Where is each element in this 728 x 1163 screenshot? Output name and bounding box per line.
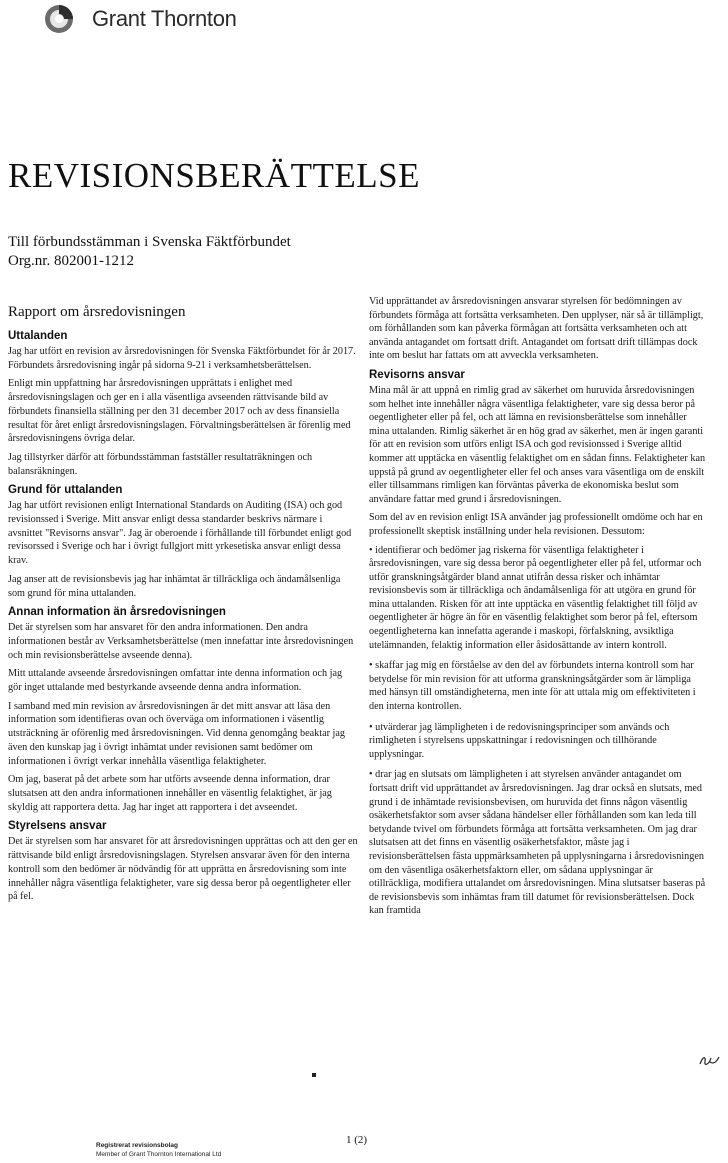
registered-label: Registrerat revisionsbolag: [96, 1142, 178, 1149]
initials-signature: [698, 1052, 722, 1068]
paragraph: Om jag, baserat på det arbete som har utförts avseende denna information, drar slutsatsen att den andra informationen innehåller en väsentlig felaktighet, är jag skyldig att rapportera detta. Jag har inget att rapportera i det avseendet.: [8, 774, 332, 813]
list-item: • drar jag en slutsats om lämpligheten i att styrelsen använder antagandet om fortsatt drift vid upprättandet av årsredovisningen. Jag drar också en slutsats, med grund i de inhämtade revisionsbevisen, om huruvida det finns någon väsentlig osäkerhetsfaktor som avser sådana händelser eller förhållanden som kan leda till betydande tvivel om förbundets förmåga att fortsätta verksamheten. Om jag drar slutsatsen att det finns en väsentlig osäkerhetsfaktor, måste jag i revisionsberättelsen fästa uppmärksamheten på upplysningarna i årsredovisningen om den väsentliga osäkerhetsfaktorn eller, om sådana upplysningar är otillräckliga, modifiera uttalandet om årsredovisningen. Mina slutsatser baseras på de revisionsbevis som inhämtas fram till datumet för revisionsberättelsen. Dock kan framtida: [369, 769, 706, 917]
org-number: Org.nr. 802001-1212: [8, 253, 134, 269]
paragraph: Vid upprättandet av årsredovisningen ansvarar styrelsen för bedömningen av förbundets förmåga att fortsätta verksamheten. Den upplyser, när så är tillämpligt, om förhållanden som kan påverka förmågan att fortsätta verksamheten och att använda antagandet om fortsatt drift. Antagandet om fortsatt drift tillämpas dock inte om beslut har fattats om att avveckla verksamheten.: [369, 296, 704, 362]
right-column: [369, 295, 707, 925]
section-heading: Uttalanden: [8, 330, 68, 342]
list-item: • utvärderar jag lämpligheten i de redovisningsprinciper som används och rimligheten i styrelsens uppskattningar i redovisningen och tillhörande upplysningar.: [369, 721, 670, 760]
paragraph: Mitt uttalande avseende årsredovisningen omfattar inte denna information och jag gör inget uttalande med bestyrkande avseende denna andra information.: [8, 668, 343, 694]
paragraph: Jag har utfört revisionen enligt International Standards on Auditing (ISA) och god revisionssed i Sverige. Mitt ansvar enligt dessa standarder beskrivs närmare i avsnittet "Revisorns ansvar". Jag är oberoende i förhållande till förbundet enligt god revisorssed i Sverige och har i övrigt fullgjort mitt yrkesetiska ansvar enligt dessa krav.: [8, 500, 352, 567]
paragraph: Jag anser att de revisionsbevis jag har inhämtat är tillräckliga och ändamålsenliga som grund för mina uttalanden.: [8, 573, 341, 599]
page-number: 1 (2): [346, 1134, 368, 1146]
paragraph: Jag tillstyrker därför att förbundsstämman fastställer resultaträkningen och balansräkningen.: [8, 451, 313, 477]
paragraph: Mina mål är att uppnå en rimlig grad av säkerhet om huruvida årsredovisningen som helhet inte innehåller några väsentliga felaktigheter, vare sig dessa beror på oegentligheter eller på fel, och att lämna en revisionsberättelse som innehåller mina uttalanden. Rimlig säkerhet är en hög grad av säkerhet, men är ingen garanti för att en revision som utförs enligt ISA och god revisionssed i Sverige alltid kommer att upptäcka en väsentlig felaktighet om en sådan finns. Felaktigheter kan uppstå på grund av oegentligheter eller fel och anses vara väsentliga om de enskilt eller tillsammans rimligen kan förväntas påverka de ekonomiska beslut som användare fattar med grund i årsredovisningen.: [369, 384, 706, 505]
paragraph: Enligt min uppfattning har årsredovisningen upprättats i enlighet med årsredovisningslagen och ger en i alla väsentliga avseenden rättvisande bild av förbundets finansiella ställning per den 31 december 2017 och av dess finansiella resultat för året enligt årsredovisningslagen. Förvaltningsberättelsen är förenlig med årsredovisningens övriga delar.: [8, 378, 351, 445]
paragraph: Som del av en revision enligt ISA använder jag professionellt omdöme och har en professionellt skeptisk inställning under hela revisionen. Dessutom:: [369, 512, 703, 537]
scan-mark: [312, 1073, 316, 1077]
bullet-list: [369, 544, 707, 918]
footer-info: [96, 1141, 221, 1159]
section-heading: Revisorns ansvar: [369, 368, 465, 381]
paragraph: Det är styrelsen som har ansvaret för den andra informationen. Den andra informationen består av Verksamhetsberättelse (men innefattar inte årsredovisningen och min revisionsberättelse avseende denna).: [8, 622, 354, 661]
grant-thornton-logo-icon: [44, 4, 74, 34]
member-label: Member of Grant Thornton International Ltd: [96, 1151, 222, 1158]
section-heading: Styrelsens ansvar: [8, 820, 107, 833]
document-title: REVISIONSBERÄTTELSE: [8, 156, 420, 195]
paragraph: Det är styrelsen som har ansvaret för att årsredovisningen upprättas och att den ger en rättvisande bild enligt årsredovisningslagen. Styrelsen ansvarar även för den interna kontroll som den bedömer är nödvändig för att upprätta en årsredovisning som inte innehåller några väsentliga felaktigheter, vare sig dessa beror på oegentligheter eller på fel.: [8, 836, 358, 903]
report-heading: Rapport om årsredovisningen: [8, 304, 186, 320]
list-item: • identifierar och bedömer jag riskerna för väsentliga felaktigheter i årsredovisningen, vare sig dessa beror på oegentligheter eller på fel, utformar och utför granskningsåtgärder bland annat utifrån dessa risker och inhämtar revisionsbevis som är tillräckliga och ändamålsenliga för att utgöra en grund för mina uttalanden. Risken för att inte upptäcka en väsentlig felaktighet till följd av oegentligheter är högre än för en väsentlig felaktighet som beror på fel, eftersom oegentligheterna kan innefatta agerande i maskopi, förfalskning, avsiktliga utelämnanden, felaktig information eller åsidosättande av intern kontroll.: [369, 544, 702, 651]
recipient-block: [8, 233, 291, 271]
brand-name: Grant Thornton: [92, 6, 237, 31]
list-item: • skaffar jag mig en förståelse av den del av förbundets interna kontroll som har betydelse för min revision för att utforma granskningsåtgärder som är lämpliga med hänsyn till omständigheterna, men inte för att uttala mig om effektiviteten i den interna kontrollen.: [369, 660, 696, 713]
paragraph: I samband med min revision av årsredovisningen är det mitt ansvar att läsa den information som identifieras ovan och överväga om informationen i väsentlig utsträckning är oförenlig med årsredovisningen. Vid denna genomgång beaktar jag även den kunskap jag i övrigt inhämtat under revisionen samt bedömer om informationen i övrigt verkar innehålla väsentliga felaktigheter.: [8, 700, 345, 767]
section-heading: Annan information än årsredovisningen: [8, 606, 226, 619]
paragraph: Jag har utfört en revision av årsredovisningen för Svenska Fäktförbundet för år 2017. Förbundets årsredovisning ingår på sidorna 9-21 i verksamhetsberättelsen.: [8, 346, 356, 371]
section-heading: Grund för uttalanden: [8, 484, 123, 497]
left-column: [8, 298, 358, 909]
recipient-line: Till förbundsstämman i Svenska Fäktförbundet: [8, 234, 291, 250]
